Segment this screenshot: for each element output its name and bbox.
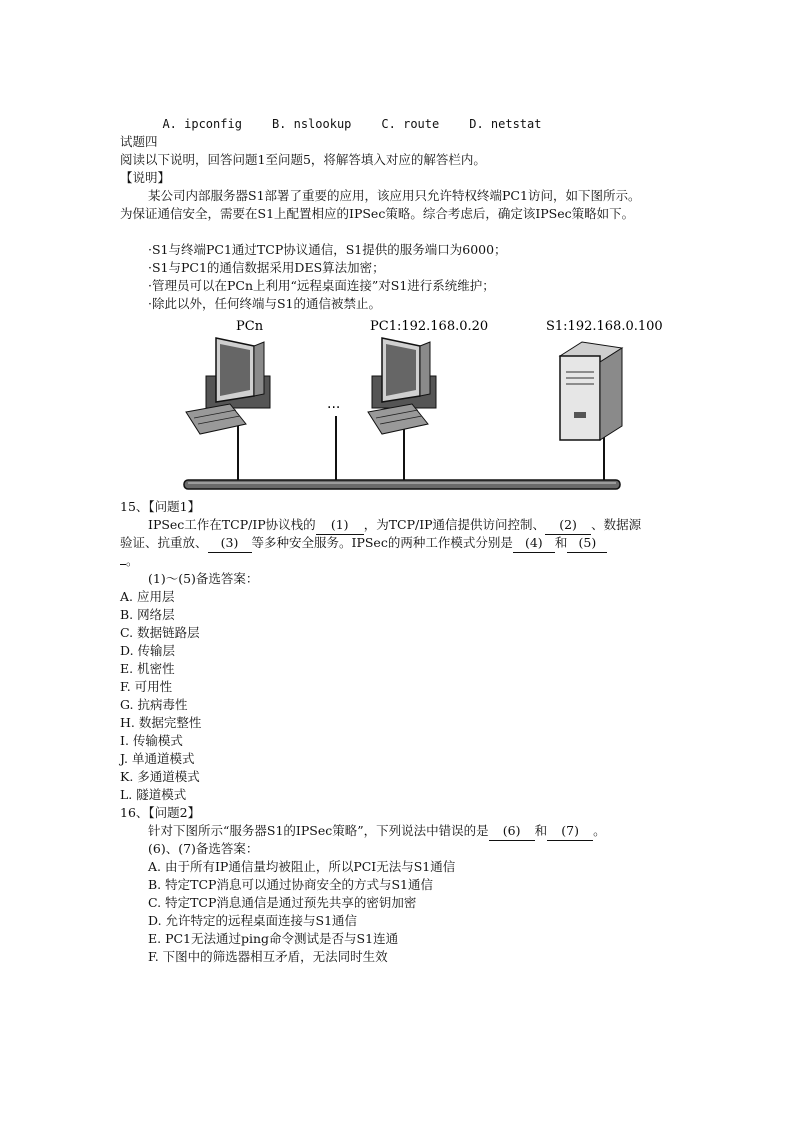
- q16-option-c: C. 特定TCP消息通信是通过预先共享的密钥加密: [148, 895, 417, 910]
- q16-heading: 16、【问题2】: [120, 805, 201, 820]
- q15-text-1c: 、数据源: [591, 517, 642, 532]
- q16-text-1a: 针对下图所示“服务器S1的IPSec策略”，下列说法中错误的是: [148, 823, 489, 838]
- policy-bullet-3: ·管理员可以在PCn上利用“远程桌面连接”对S1进行系统维护；: [148, 278, 495, 293]
- q14-options: [148, 97, 571, 133]
- q15-option-i: I. 传输模式: [120, 733, 183, 748]
- q14-option-c: C. route: [381, 117, 440, 131]
- blank-7: (7): [547, 822, 593, 841]
- explain-para-2: 为保证通信安全，需要在S1上配置相应的IPSec策略。综合考虑后，确定该IPSec策略如下。: [120, 206, 635, 221]
- q16-text-line-1: [148, 822, 606, 841]
- policy-bullet-2: ·S1与PC1的通信数据采用DES算法加密；: [148, 260, 385, 275]
- q15-text-3: 。: [126, 553, 139, 568]
- policy-bullet-4: ·除此以外，任何终端与S1的通信被禁止。: [148, 296, 381, 311]
- blank-3: (3): [208, 534, 252, 553]
- q16-text-1c: 。: [593, 823, 606, 838]
- q15-options-title: (1)～(5)备选答案：: [148, 571, 259, 586]
- q16-option-b: B. 特定TCP消息可以通过协商安全的方式与S1通信: [148, 877, 433, 892]
- q15-option-a: A. 应用层: [120, 589, 175, 604]
- q16-option-f: F. 下图中的筛选器相互矛盾，无法同时生效: [148, 949, 388, 964]
- q16-options-title: (6)、(7)备选答案：: [148, 841, 259, 856]
- q15-option-e: E. 机密性: [120, 661, 175, 676]
- q15-text-line-1: [148, 516, 641, 535]
- q15-option-j: J. 单通道模式: [120, 751, 195, 766]
- q15-text-1b: ，为TCP/IP通信提供访问控制、: [363, 517, 546, 532]
- pc1-computer-icon: [368, 338, 436, 482]
- blank-1: (1): [316, 516, 364, 535]
- q15-text-2c: 和: [554, 535, 568, 550]
- q16-option-a: A. 由于所有IP通信量均被阻止，所以PCI无法与S1通信: [148, 859, 456, 874]
- q14-option-a: A. ipconfig: [162, 117, 242, 131]
- explain-heading: 【说明】: [120, 170, 171, 185]
- pcn-label: PCn: [236, 319, 264, 334]
- more-terminals-dots: ...: [327, 396, 341, 412]
- q15-option-d: D. 传输层: [120, 643, 176, 658]
- q15-option-b: B. 网络层: [120, 607, 175, 622]
- blank-5: (5): [567, 534, 607, 553]
- q15-option-c: C. 数据链路层: [120, 625, 200, 640]
- q15-option-g: G. 抗病毒性: [120, 697, 188, 712]
- q14-option-d: D. netstat: [469, 117, 542, 131]
- q15-option-k: K. 多通道模式: [120, 769, 200, 784]
- q15-text-2a: 验证、抗重放、: [120, 535, 208, 550]
- explain-para-1: 某公司内部服务器S1部署了重要的应用，该应用只允许特权终端PC1访问，如下图所示。: [148, 188, 641, 203]
- q15-heading: 15、【问题1】: [120, 499, 201, 514]
- q16-option-d: D. 允许特定的远程桌面连接与S1通信: [148, 913, 358, 928]
- q15-text-line-2: [120, 534, 607, 553]
- q15-text-line-3: [120, 552, 139, 570]
- s1-server-icon: [560, 342, 622, 482]
- section-instruction: 阅读以下说明，回答问题1至问题5，将解答填入对应的解答栏内。: [120, 152, 486, 167]
- pcn-computer-icon: [186, 338, 270, 482]
- q15-option-h: H. 数据完整性: [120, 715, 202, 730]
- blank-2: (2): [545, 516, 591, 535]
- q14-option-b: B. nslookup: [271, 117, 352, 131]
- pc1-label: PC1:192.168.0.20: [370, 319, 489, 334]
- network-bus: [184, 480, 620, 489]
- q15-option-f: F. 可用性: [120, 679, 173, 694]
- q16-text-1b: 和: [534, 823, 548, 838]
- section-title: 试题四: [120, 134, 158, 149]
- s1-label: S1:192.168.0.100: [546, 319, 663, 334]
- q16-option-e: E. PC1无法通过ping命令测试是否与S1连通: [148, 931, 399, 946]
- blank-4: (4): [513, 534, 555, 553]
- blank-6: (6): [489, 822, 535, 841]
- q15-option-l: L. 隧道模式: [120, 787, 187, 802]
- q15-text-2b: 等多种安全服务。IPSec的两种工作模式分别是: [251, 535, 513, 550]
- q15-text-1a: IPSec工作在TCP/IP协议栈的: [148, 517, 316, 532]
- network-diagram: [182, 316, 663, 496]
- policy-bullet-1: ·S1与终端PC1通过TCP协议通信，S1提供的服务端口为6000；: [148, 242, 507, 257]
